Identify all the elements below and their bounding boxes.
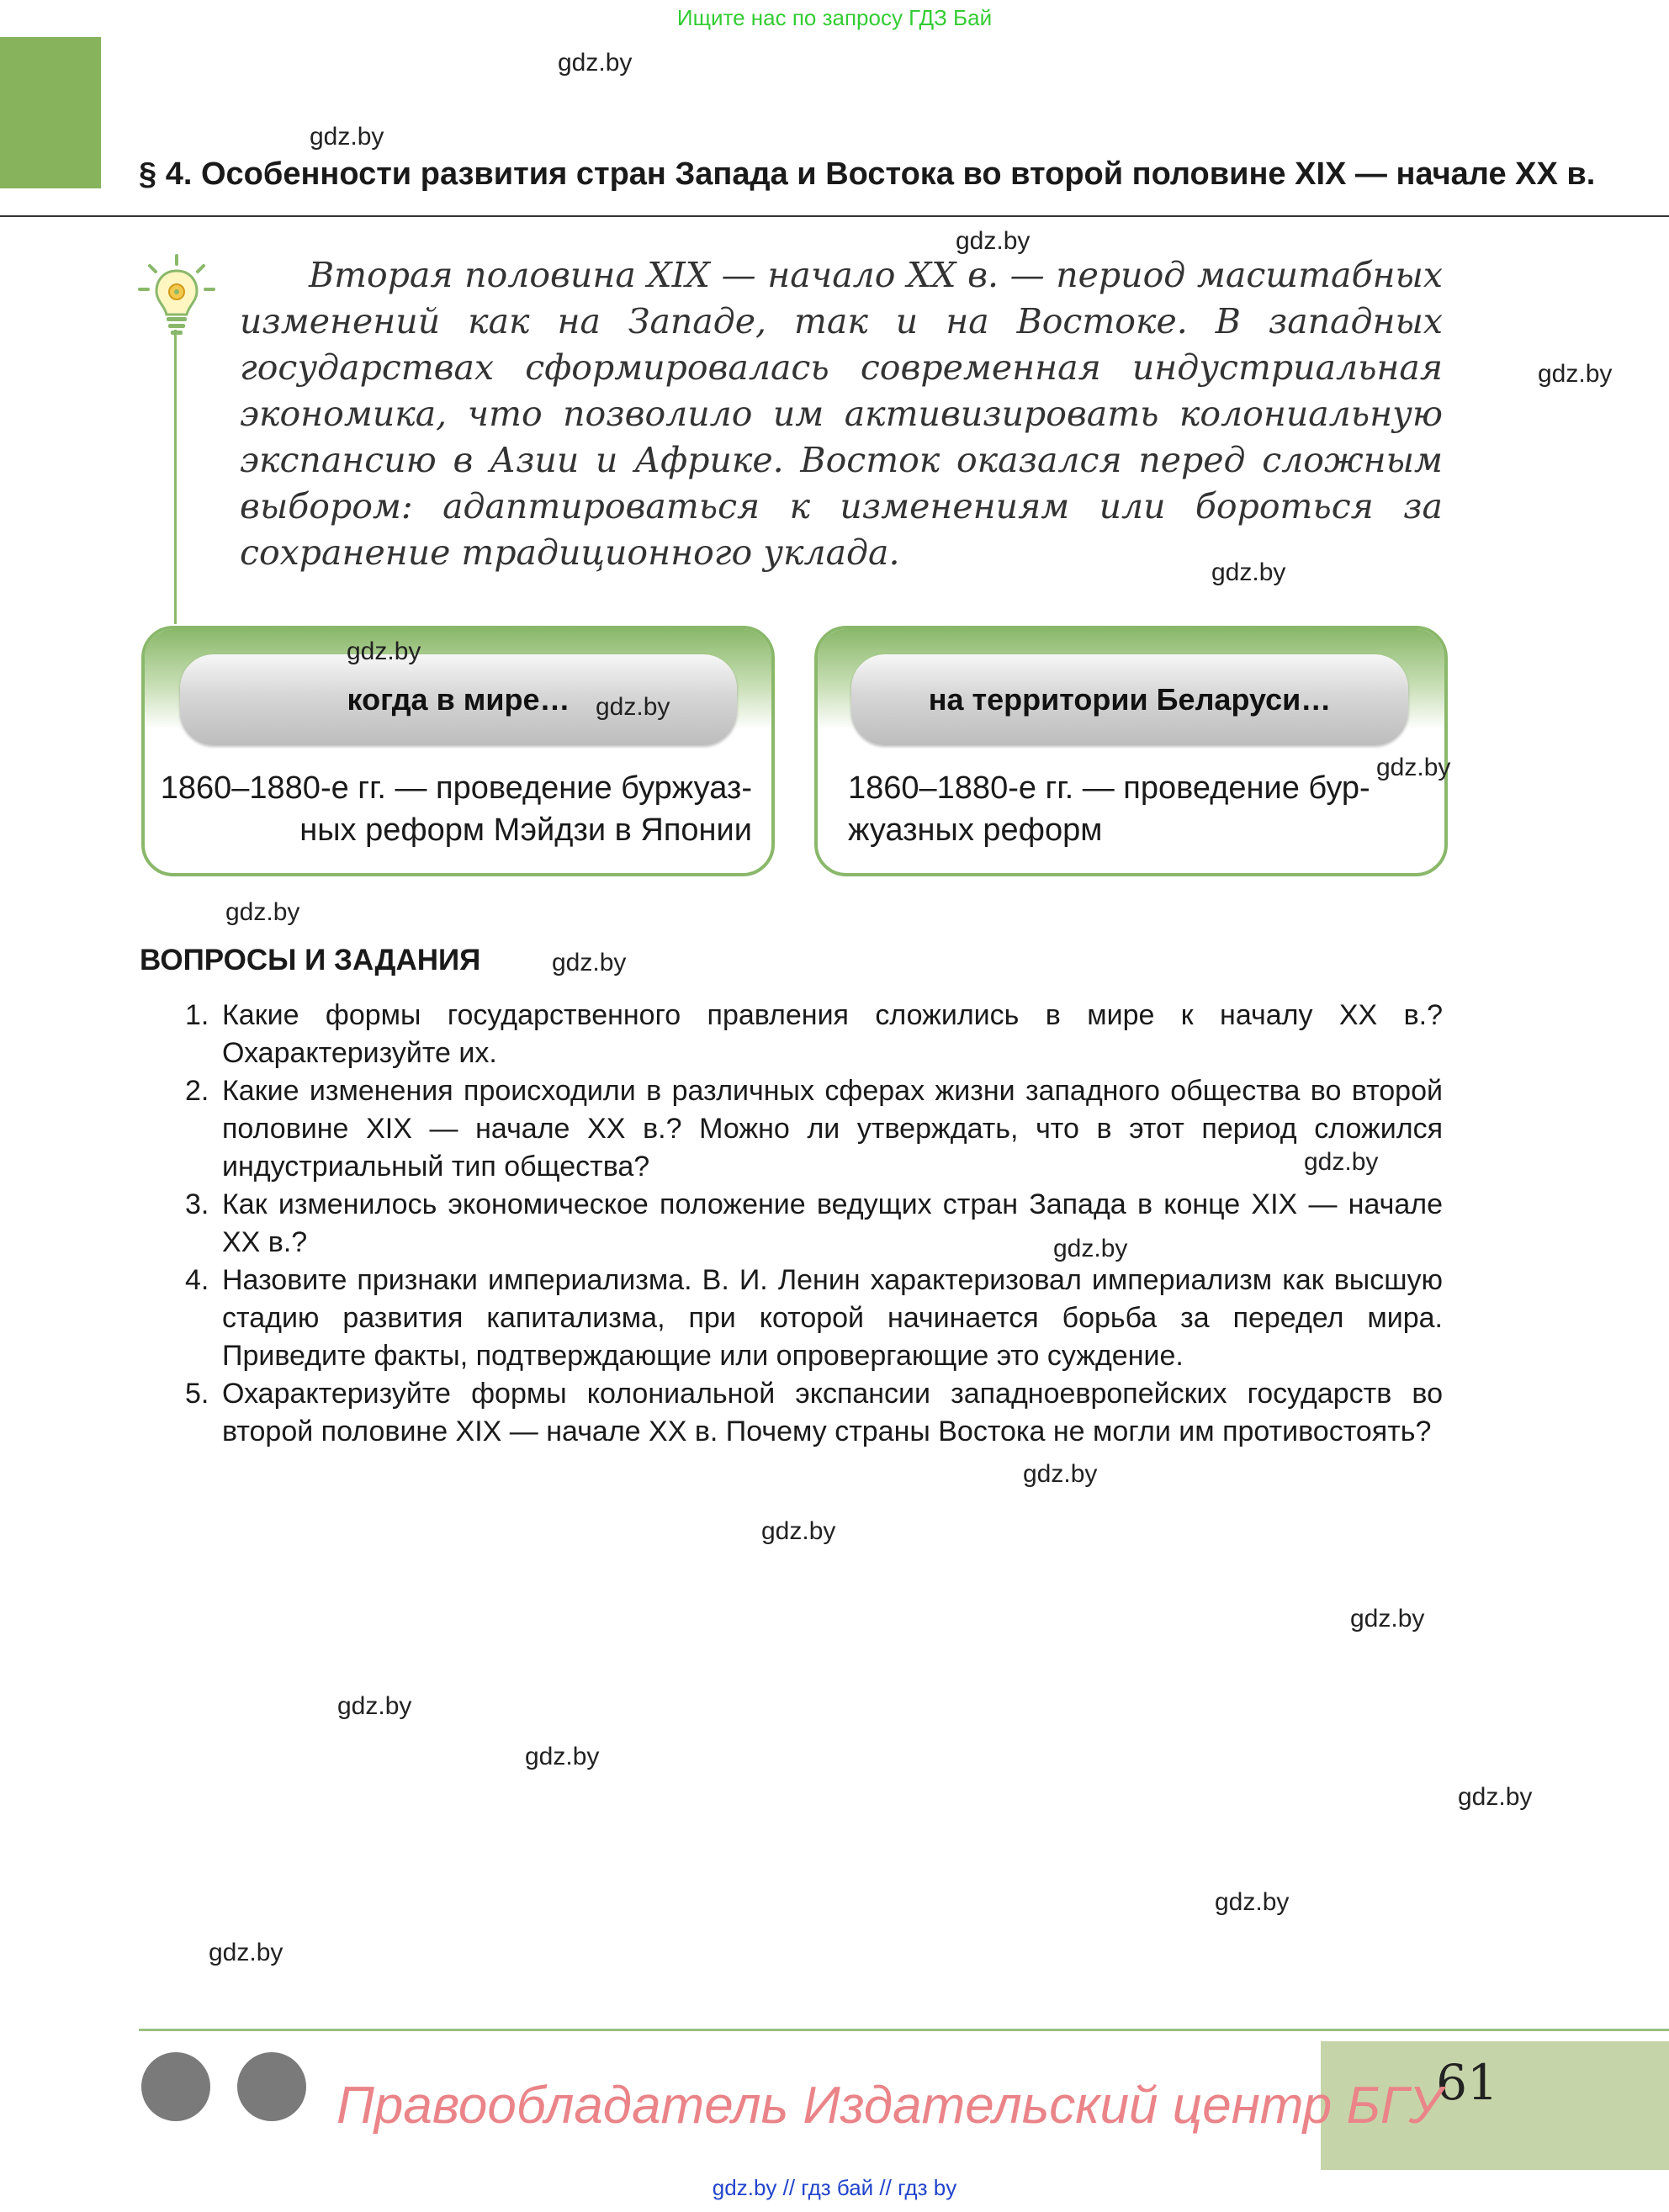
question-item: [185, 1186, 1443, 1262]
question-text: Какие формы государственного правления сложились в мире к началу XX в.? Охарактеризуйте их.: [222, 999, 1443, 1069]
card-belarus-line-1: 1860–1880-е гг. — проведение бур-: [848, 770, 1370, 806]
card-world-line-2: ных реформ Мэйдзи в Японии: [299, 812, 752, 848]
watermark: gdz.by: [310, 123, 384, 151]
footer-divider: [139, 2029, 1669, 2031]
watermark: gdz.by: [761, 1517, 836, 1545]
copyright-notice: Правообладатель Издательский центр БГУ: [336, 2077, 1443, 2135]
watermark: gdz.by: [1304, 1148, 1379, 1176]
watermark: gdz.by: [337, 1692, 412, 1720]
watermark: gdz.by: [347, 638, 421, 665]
watermark: gdz.by: [1538, 360, 1613, 388]
watermark: gdz.by: [1458, 1783, 1533, 1811]
watermark: gdz.by: [558, 49, 633, 77]
question-number: 3.: [185, 1188, 209, 1220]
footer-links: gdz.by // гдз бай // гдз by: [712, 2175, 957, 2200]
intro-vertical-line: [174, 330, 177, 624]
card-world-line-1: 1860–1880-е гг. — проведение буржуаз-: [160, 770, 752, 806]
decorative-dot: [237, 2052, 306, 2121]
top-search-note: Ищите нас по запросу ГДЗ Бай: [676, 5, 993, 30]
watermark: gdz.by: [1023, 1460, 1098, 1488]
watermark: gdz.by: [1053, 1235, 1128, 1262]
section-heading: § 4. Особенности развития стран Запада и Востока во второй половине XIX — начале XX в.: [139, 156, 1596, 192]
watermark: gdz.by: [225, 898, 300, 926]
intro-paragraph: Вторая половина XIX — начало XX в. — период масштабных изменений как на Западе, так и на Востоке. В западных государствах сформировалась современная индустриальная экономика, что позволило им активизировать колониальную экспансию в Азии и Африке. Восток оказался перед сложным выбором: адаптироваться к изменениям или бороться за сохранение традиционного уклада.: [240, 255, 1443, 573]
question-text: Назовите признаки империализма. В. И. Ленин характеризовал империализм как высшую стадию развития капитализма, при которой начинается борьба за передел мира. Приведите факты, подтверждающие или опровергающие это суждение.: [222, 1264, 1443, 1372]
chapter-color-tab: [0, 37, 101, 188]
question-text: Охарактеризуйте формы колониальной экспансии западноевропейских государств во второй половине XIX — начале XX в. Почему страны Востока не могли им противостоять?: [222, 1378, 1443, 1447]
watermark: gdz.by: [596, 693, 670, 721]
question-number: 4.: [185, 1264, 209, 1296]
watermark: gdz.by: [1215, 1888, 1290, 1916]
heading-divider: [0, 215, 1669, 217]
question-item: [185, 1072, 1443, 1186]
card-title-belarus: на территории Беларуси…: [851, 654, 1408, 745]
questions-heading: ВОПРОСЫ И ЗАДАНИЯ: [140, 944, 481, 976]
watermark: gdz.by: [1350, 1605, 1425, 1633]
decorative-dot: [141, 2052, 210, 2121]
page-number: 61: [1436, 2054, 1498, 2111]
watermark: gdz.by: [1211, 558, 1286, 586]
question-number: 1.: [185, 999, 209, 1031]
watermark: gdz.by: [552, 949, 627, 976]
watermark: gdz.by: [525, 1743, 600, 1770]
question-number: 2.: [185, 1075, 209, 1107]
watermark: gdz.by: [1376, 754, 1451, 781]
question-item: [185, 1375, 1443, 1451]
question-item: [185, 997, 1443, 1072]
card-belarus-line-2: жуазных реформ: [848, 812, 1103, 848]
question-text: Какие изменения происходили в различных сферах жизни западного общества во второй половине XIX — начале XX в.? Можно ли утверждать, что в этот период сложился индустриальный тип общества?: [222, 1075, 1443, 1183]
question-text: Как изменилось экономическое положение ведущих стран Запада в конце XIX — начале XX в.?: [222, 1188, 1443, 1258]
questions-list: [185, 997, 1443, 1451]
card-title-world: когда в мире…: [180, 654, 737, 745]
timeline-card-belarus: [814, 626, 1451, 876]
watermark: gdz.by: [209, 1939, 283, 1966]
timeline-card-world: [141, 626, 775, 876]
question-item: [185, 1262, 1443, 1375]
watermark: gdz.by: [956, 227, 1031, 255]
lightbulb-icon: [135, 252, 219, 345]
question-number: 5.: [185, 1378, 209, 1410]
